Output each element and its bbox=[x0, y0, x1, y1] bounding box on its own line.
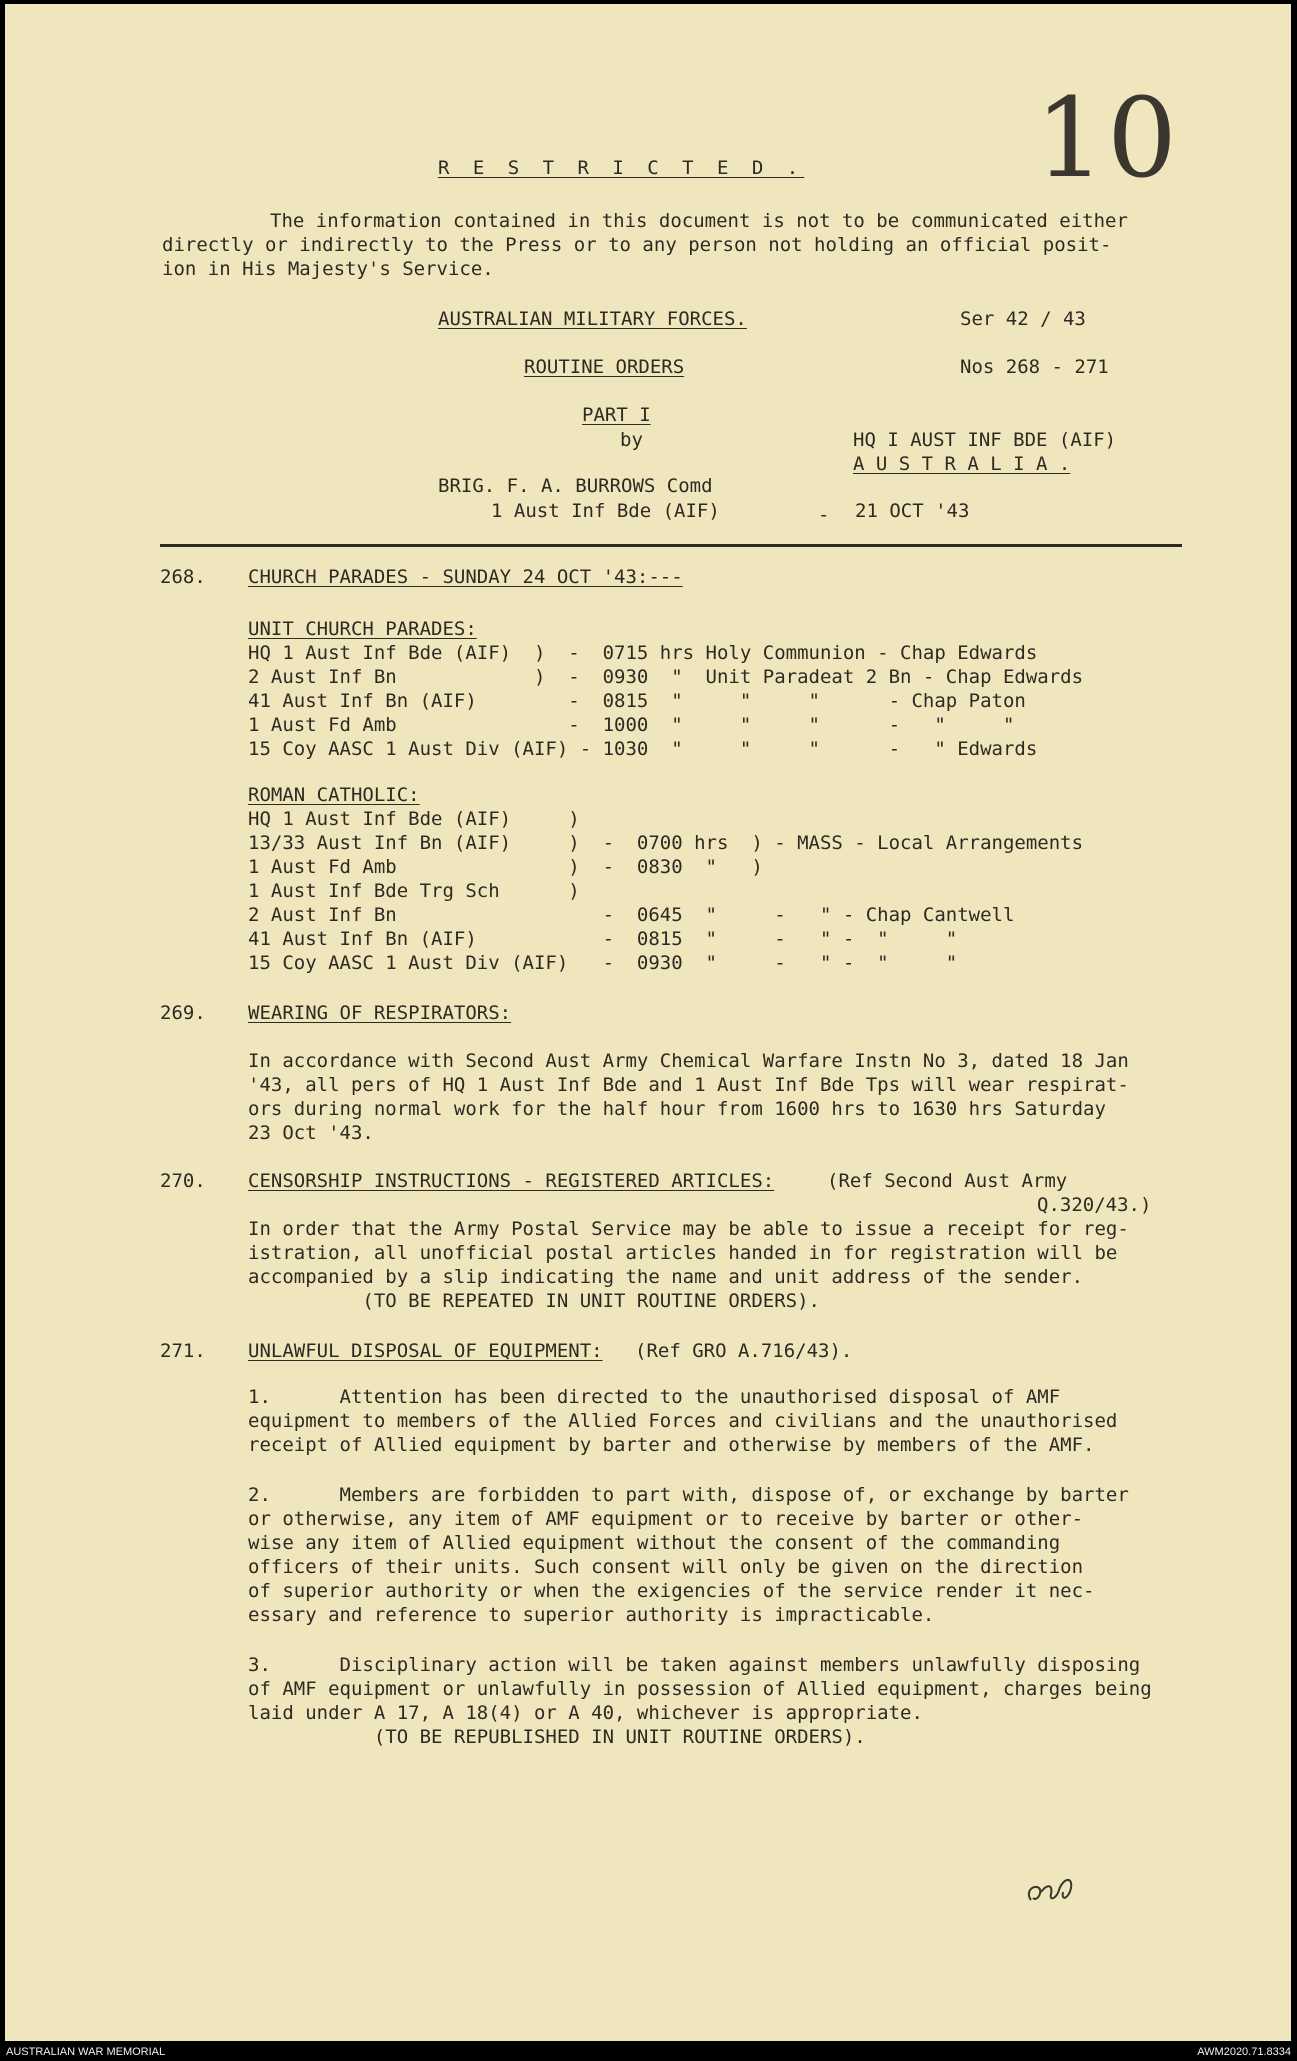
section-270-line: (TO BE REPEATED IN UNIT ROUTINE ORDERS). bbox=[248, 1290, 820, 1312]
section-269-number: 269. bbox=[160, 1002, 206, 1024]
section-271-p1-line: receipt of Allied equipment by barter and otherwise by members of the AMF. bbox=[248, 1434, 1095, 1456]
section-271-p2-line: 2. Members are forbidden to part with, dispose of, or exchange by barter bbox=[248, 1484, 1129, 1506]
commander-line: BRIG. F. A. BURROWS Comd bbox=[438, 475, 713, 497]
unit-church-heading: UNIT CHURCH PARADES: bbox=[248, 618, 477, 640]
roman-catholic-heading: ROMAN CATHOLIC: bbox=[248, 784, 420, 806]
warning-line-1: The information contained in this document is not to be communicated either bbox=[270, 210, 1128, 232]
handwritten-page-number: 10 bbox=[1035, 74, 1179, 202]
section-271-p2-line: or otherwise, any item of AMF equipment or to receive by barter or other- bbox=[248, 1508, 1084, 1530]
section-271-p3-line: of AMF equipment or unlawfully in possession of Allied equipment, charges being bbox=[248, 1678, 1152, 1700]
section-269-line: 23 Oct '43. bbox=[248, 1122, 374, 1144]
section-271-number: 271. bbox=[160, 1340, 206, 1362]
org-heading: AUSTRALIAN MILITARY FORCES. bbox=[438, 308, 747, 330]
section-270-line: accompanied by a slip indicating the name and unit address of the sender. bbox=[248, 1266, 1084, 1288]
section-271-p2-line: officers of their units. Such consent will only be given on the direction bbox=[248, 1556, 1084, 1578]
section-271-p3-line: (TO BE REPUBLISHED IN UNIT ROUTINE ORDERS). bbox=[248, 1726, 866, 1748]
rc-row: 41 Aust Inf Bn (AIF) - 0815 " - " - " " bbox=[248, 928, 958, 950]
handwritten-initials-mark bbox=[1023, 1862, 1083, 1912]
part-heading: PART I bbox=[582, 404, 651, 426]
serial-number: Ser 42 / 43 bbox=[960, 308, 1086, 330]
section-270-line: istration, all unofficial postal articles handed in for registration will be bbox=[248, 1242, 1118, 1264]
section-270-reference: (Ref Second Aust Army bbox=[827, 1170, 1068, 1192]
section-270-title: CENSORSHIP INSTRUCTIONS - REGISTERED ARTICLES: bbox=[248, 1170, 775, 1192]
section-270-line: In order that the Army Postal Service may be able to issue a receipt for reg- bbox=[248, 1218, 1129, 1240]
section-271-p2-line: essary and reference to superior authority is impracticable. bbox=[248, 1604, 935, 1626]
section-271-reference: (Ref GRO A.716/43). bbox=[635, 1340, 853, 1362]
date-dash: - bbox=[818, 504, 830, 526]
rc-row: 15 Coy AASC 1 Aust Div (AIF) - 0930 " - " - " " bbox=[248, 952, 958, 974]
unit-row: 15 Coy AASC 1 Aust Div (AIF) - 1030 " " " - " Edwards bbox=[248, 738, 1038, 760]
section-268-title: CHURCH PARADES - SUNDAY 24 OCT '43:--- bbox=[248, 566, 683, 588]
header-divider bbox=[160, 544, 1182, 547]
rc-row: HQ 1 Aust Inf Bde (AIF) ) bbox=[248, 808, 580, 830]
section-269-line: In accordance with Second Aust Army Chemical Warfare Instn No 3, dated 18 Jan bbox=[248, 1050, 1129, 1072]
section-269-line: '43, all pers of HQ 1 Aust Inf Bde and 1 Aust Inf Bde Tps will wear respirat- bbox=[248, 1074, 1129, 1096]
warning-line-3: ion in His Majesty's Service. bbox=[162, 258, 494, 280]
hq-line: HQ I AUST INF BDE (AIF) bbox=[853, 429, 1117, 451]
classification-heading: R E S T R I C T E D . bbox=[438, 157, 805, 179]
section-271-p2-line: of superior authority or when the exigencies of the service render it nec- bbox=[248, 1580, 1095, 1602]
rc-row: 2 Aust Inf Bn - 0645 " - " - Chap Cantwell bbox=[248, 904, 1015, 926]
section-271-p3-line: laid under A 17, A 18(4) or A 40, whichever is appropriate. bbox=[248, 1702, 923, 1724]
unit-row: 1 Aust Fd Amb - 1000 " " " - " " bbox=[248, 714, 1015, 736]
unit-row: 2 Aust Inf Bn ) - 0930 " Unit Paradeat 2 Bn - Chap Edwards bbox=[248, 666, 1084, 688]
by-label: by bbox=[620, 429, 643, 451]
order-date: 21 OCT '43 bbox=[855, 500, 970, 522]
rc-row: 1 Aust Inf Bde Trg Sch ) bbox=[248, 880, 580, 902]
location-heading: A U S T R A L I A . bbox=[853, 453, 1071, 475]
document-page bbox=[5, 4, 1291, 2041]
section-270-number: 270. bbox=[160, 1170, 206, 1192]
section-270-reference-2: Q.320/43.) bbox=[1037, 1194, 1152, 1216]
section-269-line: ors during normal work for the half hour from 1600 hrs to 1630 hrs Saturday bbox=[248, 1098, 1106, 1120]
order-numbers: Nos 268 - 271 bbox=[960, 356, 1109, 378]
section-271-p1-line: 1. Attention has been directed to the unauthorised disposal of AMF bbox=[248, 1386, 1061, 1408]
unit-row: HQ 1 Aust Inf Bde (AIF) ) - 0715 hrs Holy Communion - Chap Edwards bbox=[248, 642, 1038, 664]
rc-row: 13/33 Aust Inf Bn (AIF) ) - 0700 hrs ) - MASS - Local Arrangements bbox=[248, 832, 1084, 854]
routine-orders-heading: ROUTINE ORDERS bbox=[524, 356, 685, 378]
section-271-title: UNLAWFUL DISPOSAL OF EQUIPMENT: bbox=[248, 1340, 603, 1362]
section-268-number: 268. bbox=[160, 566, 206, 588]
unit-row: 41 Aust Inf Bn (AIF) - 0815 " " " - Chap Paton bbox=[248, 690, 1026, 712]
section-271-p3-line: 3. Disciplinary action will be taken against members unlawfully disposing bbox=[248, 1654, 1141, 1676]
section-271-p2-line: wise any item of Allied equipment without the consent of the commanding bbox=[248, 1532, 1061, 1554]
section-269-title: WEARING OF RESPIRATORS: bbox=[248, 1002, 512, 1024]
footer-credit: AUSTRALIAN WAR MEMORIAL bbox=[6, 2046, 166, 2058]
warning-line-2: directly or indirectly to the Press or to any person not holding an official posit- bbox=[162, 234, 1112, 256]
commander-unit: 1 Aust Inf Bde (AIF) bbox=[491, 500, 720, 522]
section-271-p1-line: equipment to members of the Allied Forces and civilians and the unauthorised bbox=[248, 1410, 1118, 1432]
footer-accession-number: AWM2020.71.8334 bbox=[1197, 2046, 1291, 2058]
rc-row: 1 Aust Fd Amb ) - 0830 " ) bbox=[248, 856, 763, 878]
